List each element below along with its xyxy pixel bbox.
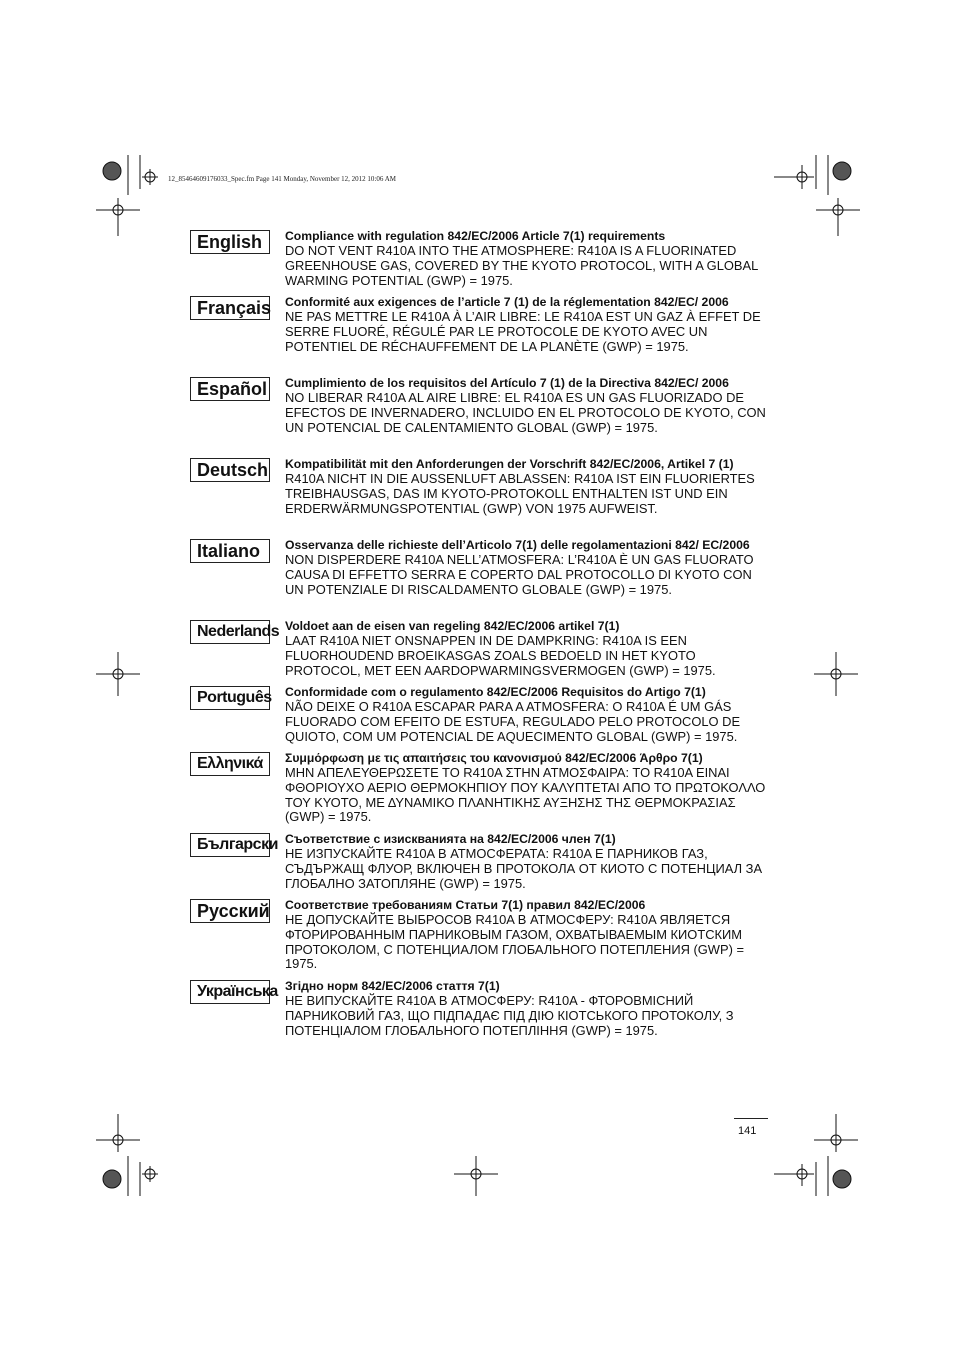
section-body	[285, 898, 770, 972]
section-heading: Voldoet aan de eisen van regeling 842/EC/2006 artikel 7(1)	[285, 619, 620, 633]
language-label: Español	[190, 377, 270, 401]
section-heading: Kompatibilität mit den Anforderungen der Vorschrift 842/EC/2006, Artikel 7 (1)	[285, 457, 734, 471]
section-body	[285, 295, 770, 354]
section-english	[190, 229, 770, 295]
section-body	[285, 832, 770, 891]
section-heading: Conformidade com o regulamento 842/EC/2006 Requisitos do Artigo 7(1)	[285, 685, 706, 699]
language-label: Nederlands	[190, 620, 270, 644]
registration-mark-icon	[96, 652, 140, 696]
section-nederlands	[190, 619, 770, 685]
section-text: НЕ ВИПУСКАЙТЕ R410A В АТМОСФЕРУ: R410A - ФТОРОВМІСНИЙ ПАРНИКОВИЙ ГАЗ, ЩО ПІДПАДАЄ ПІД ДІЮ КІОТСЬКОГО ПРОТОКОЛУ, З ПОТЕНЦІАЛОМ ГЛОБАЛЬНОГО ПОТЕПЛІННЯ (GWP) = 1975.	[285, 993, 734, 1038]
section-deutsch	[190, 457, 770, 538]
section-body	[285, 538, 770, 597]
section-italiano	[190, 538, 770, 619]
language-label: Italiano	[190, 539, 270, 563]
language-label: Български	[190, 833, 270, 857]
registration-mark-icon	[454, 1152, 498, 1196]
language-label: English	[190, 230, 270, 254]
page-number-rule	[734, 1118, 768, 1119]
section-heading: Згідно норм 842/EC/2006 стаття 7(1)	[285, 979, 500, 993]
section-ukrainska	[190, 979, 770, 1045]
section-heading: Conformité aux exigences de l’article 7 (1) de la réglementation 842/EC/ 2006	[285, 295, 729, 309]
language-label: Português	[190, 686, 270, 710]
registration-mark-icon	[96, 1114, 140, 1154]
section-text: NE PAS METTRE LE R410A À L’AIR LIBRE: LE R410A EST UN GAZ À EFFET DE SERRE FLUORÉ, RÉGULÉ PAR LE PROTOCOLE DE KYOTO AVEC UN POTENTIEL DE RÉCHAUFFEMENT DE LA PLANÈTE (GWP) = 1975.	[285, 309, 761, 354]
section-ellinika	[190, 751, 770, 832]
section-body	[285, 457, 770, 516]
section-espanol	[190, 376, 770, 457]
section-text: НЕ ДОПУСКАЙТЕ ВЫБРОСОВ R410A В АТМОСФЕРУ: R410A ЯВЛЯЕТСЯ ФТОРИРОВАННЫМ ПАРНИКОВЫМ ГАЗОМ, ОХВАТЫВАЕМЫМ КИОТСКИМ ПРОТОКОЛОМ, С ПОТЕНЦИАЛОМ ГЛОБАЛЬНОГО ПОТЕПЛЕНИЯ (GWP) = 1975.	[285, 912, 744, 972]
section-francais	[190, 295, 770, 376]
language-label: Українська	[190, 980, 270, 1004]
print-header: 12_85464609176033_Spec.fm Page 141 Monday, November 12, 2012 10:06 AM	[168, 175, 396, 183]
section-body	[285, 685, 770, 744]
registration-mark-icon	[774, 1152, 858, 1196]
section-body	[285, 376, 770, 435]
section-russkiy	[190, 898, 770, 979]
section-heading: Соответствие требованиям Статьи 7(1) правил 842/EC/2006	[285, 898, 646, 912]
registration-mark-icon	[96, 196, 140, 236]
section-text: ΜΗΝ ΑΠΕΛΕΥΘΕΡΩΣΕΤΕ ΤΟ R410A ΣΤΗΝ ΑΤΜΟΣΦΑΙΡΑ: ΤΟ R410A ΕΙΝΑΙ ΦΘΟΡΙΟΥΧΟ ΑΕΡΙΟ ΘΕΡΜΟΚΗΠΙΟΥ ΠΟΥ ΚΑΛΥΠΤΕΤΑΙ ΑΠΟ ΤΟ ΠΡΩΤΟΚΟΛΛΟ ΤΟΥ ΚΥΟΤΟ, ΜΕ ΔΥΝΑΜΙΚΟ ΠΛΑΝΗΤΙΚΗΣ ΑΥΞΗΣΗΣ ΤΗΣ ΘΕΡΜΟΚΡΑΣΙΑΣ (GWP) = 1975.	[285, 765, 766, 825]
section-heading: Compliance with regulation 842/EC/2006 Article 7(1) requirements	[285, 229, 666, 243]
page-number: 141	[738, 1125, 757, 1137]
section-text: R410A NICHT IN DIE AUSSENLUFT ABLASSEN: R410A IST EIN FLUORIERTES TREIBHAUSGAS, DAS IM KYOTO-PROTOKOLL ENTHALTEN IST UND EIN ERDERWÄRMUNGSPOTENTIAL (GWP) VON 1975 AUFWEIST.	[285, 471, 755, 516]
section-text: NÃO DEIXE O R410A ESCAPAR PARA A ATMOSFERA: O R410A É UM GÁS FLUORADO COM EFEITO DE ESTUFA, REGULADO PELO PROTOCOLO DE QUIOTO, COM UM POTENCIAL DE AQUECIMENTO GLOBAL (GWP) = 1975.	[285, 699, 741, 744]
language-label: Русский	[190, 899, 270, 923]
section-balgarski	[190, 832, 770, 898]
section-text: DO NOT VENT R410A INTO THE ATMOSPHERE: R410A IS A FLUORINATED GREENHOUSE GAS, COVERED BY THE KYOTO PROTOCOL, WITH A GLOBAL WARMING POTENTIAL (GWP) = 1975.	[285, 243, 758, 288]
section-text: LAAT R410A NIET ONSNAPPEN IN DE DAMPKRING: R410A IS EEN FLUORHOUDEND BROEIKASGAS ZOALS BEDOELD IN HET KYOTO PROTOCOL, MET EEN AARDOPWARMINGSVERMOGEN (GWP) = 1975.	[285, 633, 716, 678]
compliance-sections	[190, 229, 770, 1045]
registration-mark-icon	[814, 652, 858, 696]
registration-mark-icon	[98, 1152, 158, 1196]
section-body	[285, 979, 770, 1038]
section-heading: Συμμόρφωση με τις απαιτήσεις του κανονισμού 842/EC/2006 Άρθρο 7(1)	[285, 751, 703, 765]
section-heading: Cumplimiento de los requisitos del Artículo 7 (1) de la Directiva 842/EC/ 2006	[285, 376, 729, 390]
registration-mark-icon	[774, 155, 858, 195]
section-heading: Съответствие с изискванията на 842/EC/2006 член 7(1)	[285, 832, 616, 846]
registration-mark-icon	[816, 196, 860, 236]
section-text: НЕ ИЗПУСКАЙТЕ R410A В АТМОСФЕРАТА: R410A Е ПАРНИКОВ ГАЗ, СЪДЪРЖАЩ ФЛУОР, ВКЛЮЧЕН В ПРОТОКОЛА ОТ КИОТО С ПОТЕНЦИАЛ ЗА ГЛОБАЛНО ЗАТОПЛЯНЕ (GWP) = 1975.	[285, 846, 763, 891]
language-label: Français	[190, 296, 270, 320]
section-body	[285, 751, 770, 825]
section-heading: Osservanza delle richieste dell’Articolo 7(1) delle regolamentazioni 842/ EC/2006	[285, 538, 750, 552]
registration-mark-icon	[98, 155, 158, 195]
registration-mark-icon	[814, 1114, 858, 1154]
section-portugues	[190, 685, 770, 751]
section-text: NON DISPERDERE R410A NELL’ATMOSFERA: L’R410A È UN GAS FLUORATO CAUSA DI EFFETTO SERRA E COPERTO DAL PROTOCOLLO DI KYOTO CON UN POTENZIALE DI RISCALDAMENTO GLOBALE (GWP) = 1975.	[285, 552, 754, 597]
section-body	[285, 619, 770, 678]
section-body	[285, 229, 770, 288]
language-label: Ελληνικά	[190, 752, 270, 776]
section-text: NO LIBERAR R410A AL AIRE LIBRE: EL R410A ES UN GAS FLUORIZADO DE EFECTOS DE INVERNADERO, INCLUIDO EN EL PROTOCOLO DE KYOTO, CON UN POTENCIAL DE CALENTAMIENTO GLOBAL (GWP) = 1975.	[285, 390, 766, 435]
language-label: Deutsch	[190, 458, 270, 482]
